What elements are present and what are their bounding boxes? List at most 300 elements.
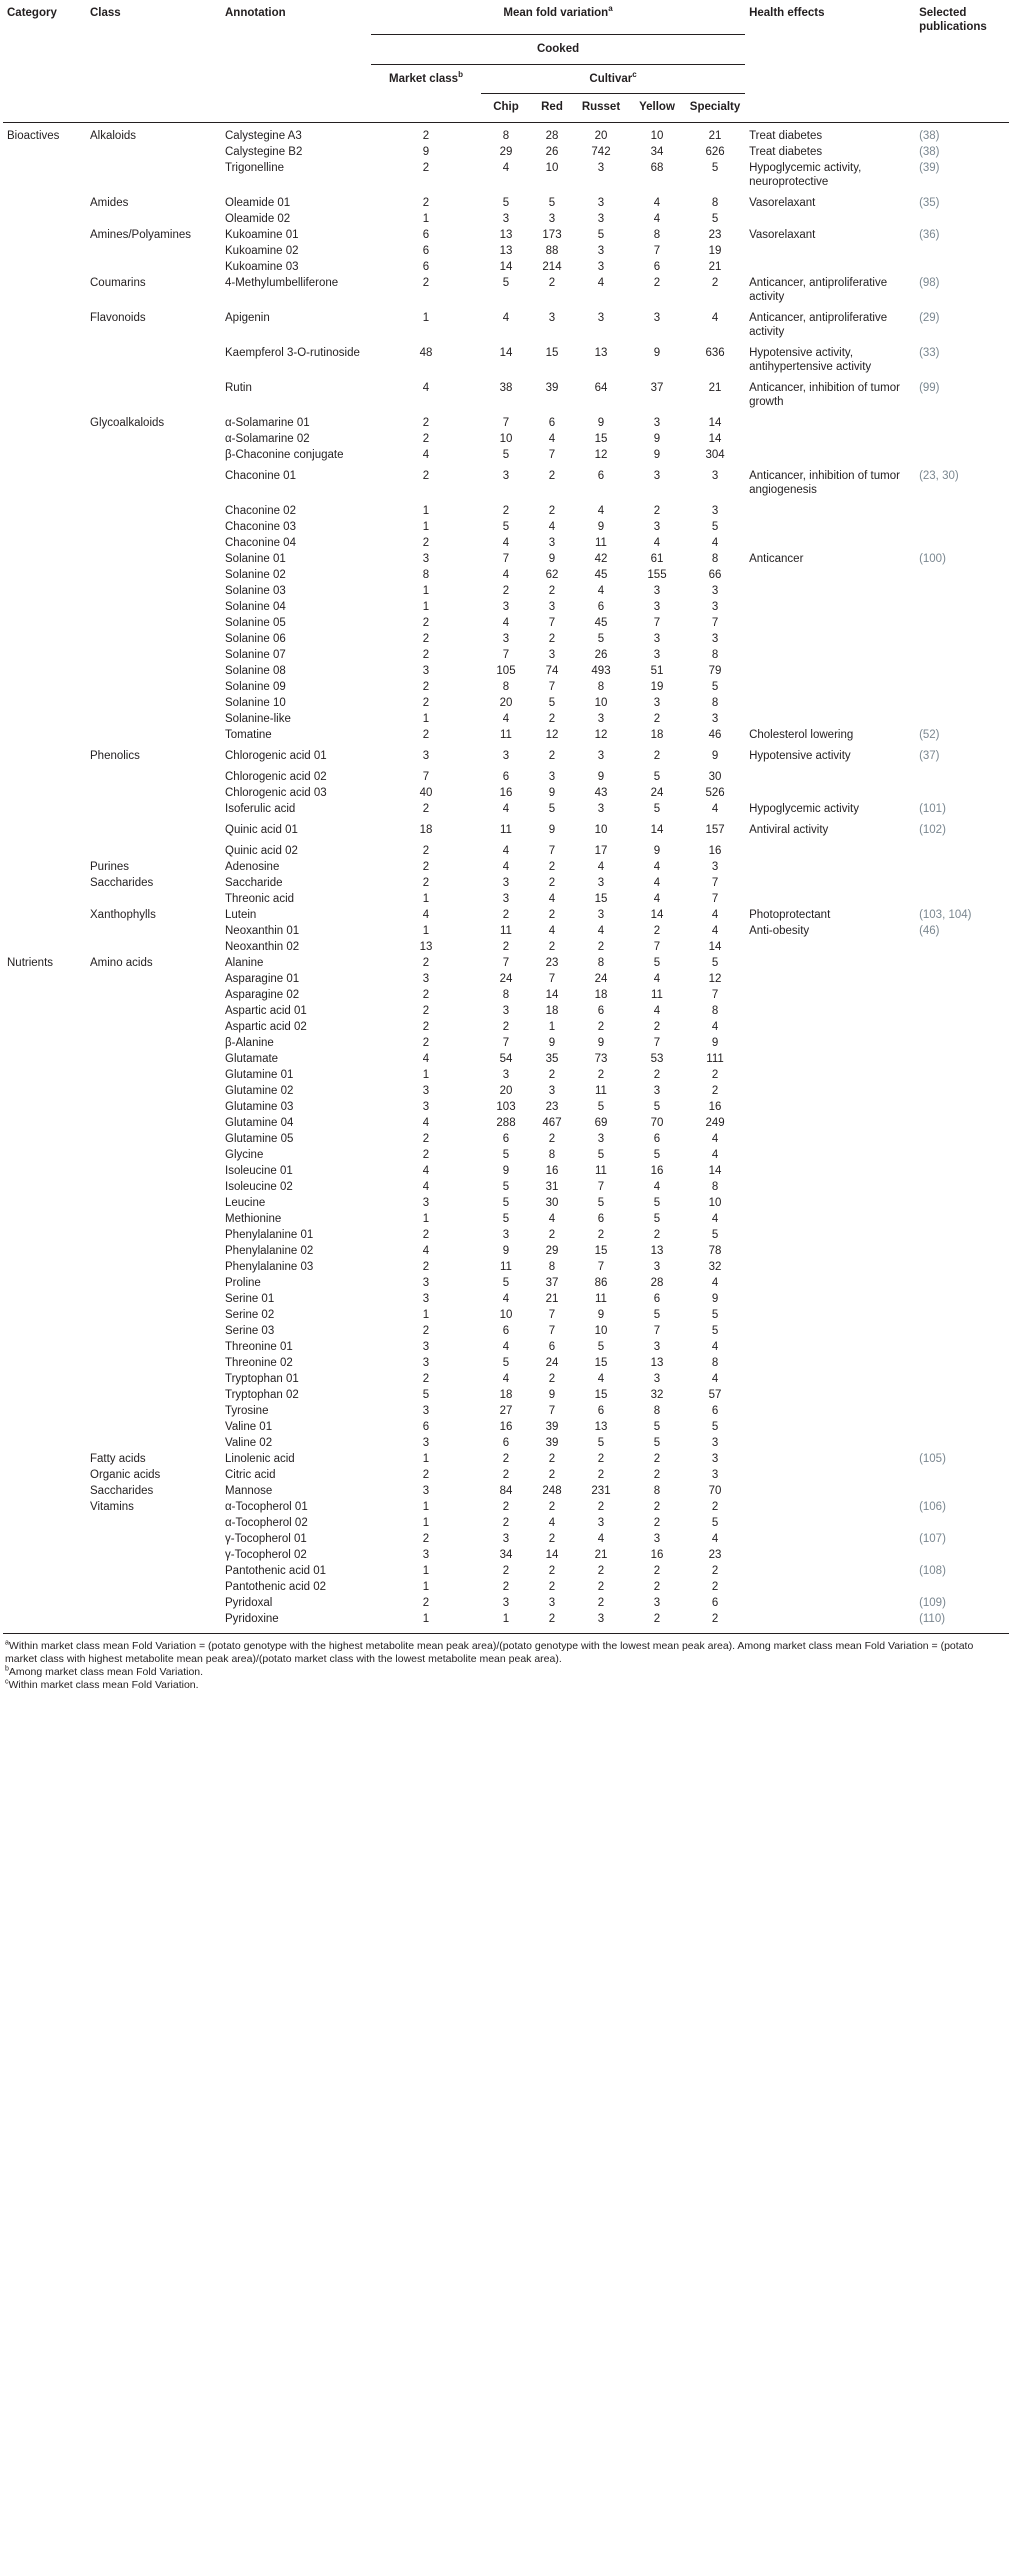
cell-annotation: Solanine 06 [225, 632, 286, 645]
cell-annotation: Chaconine 02 [225, 504, 296, 517]
cell-chip: 20 [499, 696, 513, 709]
cell-red: 3 [548, 311, 556, 324]
cell-russet: 2 [597, 1068, 605, 1081]
cell-specialty: 2 [711, 276, 719, 289]
cell-yellow: 2 [653, 924, 661, 937]
cell-market-class: 2 [422, 1004, 430, 1017]
cell-market-class: 3 [422, 1436, 430, 1449]
cell-class [86, 243, 221, 259]
cell-class [86, 519, 221, 535]
cell-red: 24 [545, 1356, 559, 1369]
cell-russet: 8 [597, 956, 605, 969]
cell-yellow: 7 [653, 940, 661, 953]
cell-publications [915, 631, 1009, 647]
cell-health-effects [745, 1387, 915, 1403]
cell-russet: 43 [594, 786, 608, 799]
table-row [3, 144, 1009, 160]
cell-russet: 6 [597, 1212, 605, 1225]
footnote-text: Within market class mean Fold Variation = (potato genotype with the highest metabolite mean peak area)/(potato genotype with the lowest mean peak area). Among market class mean Fold Variation = (potato market class with highest metabolite mean peak area)/(potato market class with the lowest metabolite mean peak area). [5, 1639, 974, 1665]
cell-chip: 3 [502, 1068, 510, 1081]
cell-russet: 9 [597, 770, 605, 783]
cell-yellow: 4 [653, 876, 661, 889]
cell-health-effects [745, 1275, 915, 1291]
cell-market-class: 4 [422, 1180, 430, 1193]
cell-category [3, 1563, 86, 1579]
table-row [3, 1579, 1009, 1595]
cell-specialty: 9 [711, 749, 719, 762]
cell-category [3, 1371, 86, 1387]
cell-yellow: 2 [653, 1452, 661, 1465]
cell-russet: 4 [597, 276, 605, 289]
cell-specialty: 2 [711, 1612, 719, 1625]
cell-russet: 231 [591, 1484, 611, 1497]
cell-specialty: 2 [711, 1500, 719, 1513]
cell-russet: 10 [594, 1324, 608, 1337]
cell-class [86, 769, 221, 785]
cell-chip: 6 [502, 1436, 510, 1449]
cell-market-class: 1 [422, 584, 430, 597]
cell-annotation: 4-Methylumbelliferone [225, 276, 339, 289]
cell-health-effects [745, 1563, 915, 1579]
cell-yellow: 4 [653, 536, 661, 549]
cell-russet: 9 [597, 520, 605, 533]
header-class: Class [90, 7, 121, 19]
cell-russet: 5 [597, 1340, 605, 1353]
cell-publications [915, 259, 1009, 275]
cell-specialty: 14 [708, 1164, 722, 1177]
table-row [3, 971, 1009, 987]
cell-yellow: 3 [653, 1372, 661, 1385]
table-row [3, 1211, 1009, 1227]
cell-yellow: 2 [653, 276, 661, 289]
cell-chip: 2 [502, 1516, 510, 1529]
cell-health-effects [745, 1515, 915, 1531]
cell-publications [915, 1259, 1009, 1275]
cell-annotation: Glutamine 04 [225, 1116, 294, 1129]
cell-annotation: γ-Tocopherol 02 [225, 1548, 307, 1561]
cell-russet: 3 [597, 749, 605, 762]
cell-annotation: Glutamate [225, 1052, 279, 1065]
cell-market-class: 2 [422, 1228, 430, 1241]
cell-specialty: 21 [708, 381, 722, 394]
cell-health-effects [745, 1611, 915, 1627]
cell-publications [915, 785, 1009, 801]
cell-health-effects [745, 415, 915, 431]
cell-russet: 11 [595, 1292, 607, 1305]
cell-class [86, 599, 221, 615]
cell-health-effects [745, 1371, 915, 1387]
cell-annotation: Serine 03 [225, 1324, 275, 1337]
table-row [3, 211, 1009, 227]
cell-chip: 6 [502, 1324, 510, 1337]
cell-annotation: Tomatine [225, 728, 272, 741]
cell-market-class: 2 [422, 196, 430, 209]
cell-publications [915, 955, 1009, 971]
cell-chip: 34 [499, 1548, 513, 1561]
cell-annotation: Citric acid [225, 1468, 276, 1481]
table-row [3, 122, 1009, 144]
cell-class [86, 1163, 221, 1179]
cell-chip: 3 [502, 892, 510, 905]
cell-chip: 4 [502, 1372, 510, 1385]
cell-red: 173 [542, 228, 562, 241]
cell-publications [915, 1547, 1009, 1563]
cell-red: 2 [548, 1532, 556, 1545]
cell-market-class: 1 [422, 1580, 430, 1593]
cell-health-effects [745, 243, 915, 259]
cell-red: 2 [548, 584, 556, 597]
cell-publications: (39) [919, 161, 940, 174]
cell-russet: 73 [594, 1052, 608, 1065]
cell-market-class: 3 [422, 972, 430, 985]
table-row [3, 1451, 1009, 1467]
cell-annotation: α-Tocopherol 01 [225, 1500, 308, 1513]
cell-red: 26 [545, 145, 559, 158]
cell-market-class: 1 [422, 1212, 430, 1225]
cell-specialty: 5 [711, 161, 719, 174]
cell-annotation: Chlorogenic acid 01 [225, 749, 327, 762]
cell-market-class: 2 [422, 988, 430, 1001]
cell-publications [915, 1579, 1009, 1595]
cell-category [3, 1355, 86, 1371]
cell-specialty: 5 [711, 1228, 719, 1241]
cell-market-class: 1 [422, 600, 430, 613]
cell-chip: 7 [502, 956, 510, 969]
cell-russet: 86 [594, 1276, 608, 1289]
cell-yellow: 5 [653, 1100, 661, 1113]
cell-class [86, 160, 221, 195]
cell-publications: (99) [919, 381, 940, 394]
table-row [3, 1387, 1009, 1403]
table-row [3, 310, 1009, 345]
table-row [3, 1355, 1009, 1371]
table-row [3, 259, 1009, 275]
cell-yellow: 14 [650, 908, 664, 921]
cell-yellow: 2 [653, 712, 661, 725]
cell-red: 2 [548, 1228, 556, 1241]
cell-russet: 4 [597, 1372, 605, 1385]
cell-specialty: 32 [708, 1260, 722, 1273]
cell-annotation: Solanine 02 [225, 568, 286, 581]
cell-red: 3 [548, 600, 556, 613]
cell-category [3, 769, 86, 785]
cell-category [3, 275, 86, 310]
cell-annotation: Methionine [225, 1212, 282, 1225]
cell-chip: 16 [499, 786, 513, 799]
cell-yellow: 19 [650, 680, 664, 693]
cell-red: 14 [545, 1548, 559, 1561]
cell-class [86, 1131, 221, 1147]
cell-class [86, 971, 221, 987]
cell-category [3, 1467, 86, 1483]
cell-chip: 5 [502, 448, 510, 461]
table-row [3, 243, 1009, 259]
cell-chip: 20 [499, 1084, 513, 1097]
cell-market-class: 1 [422, 212, 430, 225]
cell-specialty: 2 [711, 1084, 719, 1097]
cell-category [3, 519, 86, 535]
cell-russet: 6 [597, 600, 605, 613]
cell-russet: 5 [597, 228, 605, 241]
cell-category [3, 859, 86, 875]
cell-red: 2 [548, 469, 556, 482]
cell-market-class: 1 [422, 1516, 430, 1529]
cell-specialty: 636 [705, 346, 725, 359]
cell-class: Amino acids [90, 956, 153, 969]
cell-health-effects [745, 1259, 915, 1275]
cell-health-effects [745, 1003, 915, 1019]
cell-annotation: Valine 02 [225, 1436, 273, 1449]
cell-red: 2 [548, 504, 556, 517]
cell-class [86, 1371, 221, 1387]
cell-specialty: 4 [711, 536, 719, 549]
cell-class [86, 1211, 221, 1227]
cell-specialty: 4 [711, 1532, 719, 1545]
cell-chip: 24 [499, 972, 513, 985]
cell-red: 74 [545, 664, 559, 677]
cell-publications [915, 1179, 1009, 1195]
cell-health-effects [745, 1211, 915, 1227]
cell-market-class: 2 [422, 802, 430, 815]
cell-specialty: 5 [711, 956, 719, 969]
cell-yellow: 9 [653, 448, 661, 461]
cell-annotation: Linolenic acid [225, 1452, 295, 1465]
cell-market-class: 1 [422, 1308, 430, 1321]
cell-class [86, 345, 221, 380]
cell-russet: 3 [597, 802, 605, 815]
cell-yellow: 3 [653, 1532, 661, 1545]
cell-class [86, 1019, 221, 1035]
cell-russet: 3 [597, 196, 605, 209]
header-row-2 [3, 34, 1009, 64]
cell-publications [915, 1387, 1009, 1403]
cell-category [3, 1035, 86, 1051]
cell-health-effects [745, 1435, 915, 1451]
cell-specialty: 304 [705, 448, 725, 461]
cell-publications [915, 769, 1009, 785]
cell-chip: 5 [502, 1276, 510, 1289]
cell-yellow: 9 [653, 346, 661, 359]
cell-red: 4 [548, 432, 556, 445]
cell-market-class: 2 [422, 1148, 430, 1161]
cell-red: 10 [545, 161, 559, 174]
cell-publications: (105) [919, 1452, 946, 1465]
cell-publications: (100) [919, 552, 946, 565]
cell-market-class: 2 [422, 1532, 430, 1545]
cell-publications [915, 243, 1009, 259]
cell-red: 37 [545, 1276, 559, 1289]
table-row [3, 503, 1009, 519]
cell-yellow: 37 [650, 381, 664, 394]
cell-red: 5 [548, 196, 556, 209]
cell-specialty: 10 [708, 1196, 722, 1209]
cell-specialty: 5 [711, 520, 719, 533]
cell-category [3, 447, 86, 468]
table-row [3, 345, 1009, 380]
cell-russet: 15 [594, 892, 608, 905]
cell-health-effects [745, 875, 915, 891]
cell-yellow: 2 [653, 1020, 661, 1033]
cell-category [3, 1403, 86, 1419]
cell-category [3, 1515, 86, 1531]
cell-publications: (35) [919, 196, 940, 209]
table-row [3, 1131, 1009, 1147]
cell-publications: (108) [919, 1564, 946, 1577]
cell-russet: 5 [597, 632, 605, 645]
cell-category [3, 1067, 86, 1083]
cell-chip: 2 [502, 1452, 510, 1465]
header-category: Category [7, 7, 57, 19]
cell-market-class: 4 [422, 1164, 430, 1177]
cell-class [86, 1179, 221, 1195]
cell-specialty: 2 [711, 1068, 719, 1081]
cell-russet: 6 [597, 1004, 605, 1017]
cell-market-class: 2 [422, 1372, 430, 1385]
cell-russet: 3 [597, 311, 605, 324]
cell-russet: 6 [597, 469, 605, 482]
cell-specialty: 21 [708, 260, 722, 273]
cell-class [86, 431, 221, 447]
cell-yellow: 4 [653, 860, 661, 873]
cell-class [86, 727, 221, 748]
cell-annotation: Neoxanthin 01 [225, 924, 300, 937]
cell-chip: 3 [502, 632, 510, 645]
cell-category [3, 1595, 86, 1611]
cell-yellow: 3 [653, 1596, 661, 1609]
cell-health-effects [745, 1307, 915, 1323]
cell-publications [915, 1211, 1009, 1227]
cell-chip: 10 [499, 1308, 513, 1321]
cell-health-effects: Anticancer, inhibition of tumor angiogenesis [749, 469, 900, 496]
cell-category [3, 431, 86, 447]
table-row [3, 1195, 1009, 1211]
cell-red: 2 [548, 712, 556, 725]
cell-market-class: 4 [422, 381, 430, 394]
cell-category [3, 1115, 86, 1131]
cell-red: 23 [545, 1100, 559, 1113]
cell-market-class: 2 [422, 536, 430, 549]
cell-class [86, 1355, 221, 1371]
cell-specialty: 3 [711, 504, 719, 517]
cell-red: 7 [548, 1324, 556, 1337]
cell-health-effects [745, 631, 915, 647]
cell-russet: 2 [597, 1468, 605, 1481]
cell-russet: 13 [594, 1420, 608, 1433]
cell-market-class: 2 [422, 276, 430, 289]
cell-market-class: 1 [422, 504, 430, 517]
cell-red: 2 [548, 1580, 556, 1593]
cell-russet: 42 [594, 552, 608, 565]
cell-annotation: Leucine [225, 1196, 266, 1209]
cell-russet: 2 [597, 1580, 605, 1593]
cell-class: Vitamins [90, 1500, 134, 1513]
cell-category [3, 1131, 86, 1147]
cell-red: 3 [548, 212, 556, 225]
cell-category [3, 727, 86, 748]
cell-yellow: 2 [653, 1564, 661, 1577]
table-row [3, 1147, 1009, 1163]
cell-yellow: 7 [653, 244, 661, 257]
cell-specialty: 4 [711, 1212, 719, 1225]
cell-category [3, 1051, 86, 1067]
cell-market-class: 6 [422, 228, 430, 241]
cell-category [3, 567, 86, 583]
cell-russet: 2 [597, 1564, 605, 1577]
table-row [3, 695, 1009, 711]
cell-market-class: 3 [422, 1196, 430, 1209]
cell-health-effects [745, 1163, 915, 1179]
cell-chip: 5 [502, 1212, 510, 1225]
cell-chip: 6 [502, 770, 510, 783]
cell-russet: 493 [591, 664, 611, 677]
cell-health-effects: Anticancer [749, 552, 804, 565]
cell-specialty: 8 [711, 1180, 719, 1193]
cell-class: Amines/Polyamines [90, 228, 191, 241]
cell-chip: 16 [499, 1420, 513, 1433]
cell-red: 2 [548, 276, 556, 289]
cell-publications [915, 859, 1009, 875]
table-row [3, 447, 1009, 468]
cell-market-class: 2 [422, 632, 430, 645]
cell-market-class: 2 [422, 860, 430, 873]
table-row [3, 1291, 1009, 1307]
cell-annotation: Pantothenic acid 02 [225, 1580, 327, 1593]
cell-specialty: 8 [711, 196, 719, 209]
cell-class [86, 647, 221, 663]
cell-chip: 2 [502, 1500, 510, 1513]
table-row [3, 1275, 1009, 1291]
cell-specialty: 12 [708, 972, 722, 985]
cell-class [86, 1051, 221, 1067]
cell-red: 9 [548, 552, 556, 565]
cell-yellow: 4 [653, 1180, 661, 1193]
cell-category [3, 1259, 86, 1275]
cell-red: 4 [548, 520, 556, 533]
cell-specialty: 157 [705, 823, 725, 836]
table-row [3, 160, 1009, 195]
cell-yellow: 4 [653, 972, 661, 985]
cell-yellow: 7 [653, 616, 661, 629]
cell-publications: (110) [919, 1612, 946, 1625]
footnote [5, 1640, 1007, 1666]
cell-class [86, 1323, 221, 1339]
cell-yellow: 34 [650, 145, 664, 158]
cell-health-effects [745, 599, 915, 615]
cell-specialty: 626 [705, 145, 725, 158]
footnote-text: Among market class mean Fold Variation. [8, 1665, 204, 1678]
cell-category [3, 1195, 86, 1211]
cell-health-effects [745, 1483, 915, 1499]
cell-category [3, 1291, 86, 1307]
cell-yellow: 3 [653, 520, 661, 533]
cell-russet: 5 [597, 1100, 605, 1113]
cell-yellow: 8 [653, 228, 661, 241]
cell-market-class: 4 [422, 1052, 430, 1065]
cell-category [3, 1211, 86, 1227]
cell-health-effects: Vasorelaxant [749, 228, 816, 241]
cell-chip: 4 [502, 1292, 510, 1305]
cell-russet: 3 [597, 260, 605, 273]
cell-red: 2 [548, 1372, 556, 1385]
cell-class [86, 211, 221, 227]
cell-publications: (33) [919, 346, 940, 359]
cell-specialty: 526 [705, 786, 725, 799]
cell-class: Coumarins [90, 276, 146, 289]
cell-category [3, 1083, 86, 1099]
cell-category [3, 1451, 86, 1467]
table-row [3, 939, 1009, 955]
cell-red: 248 [542, 1484, 562, 1497]
